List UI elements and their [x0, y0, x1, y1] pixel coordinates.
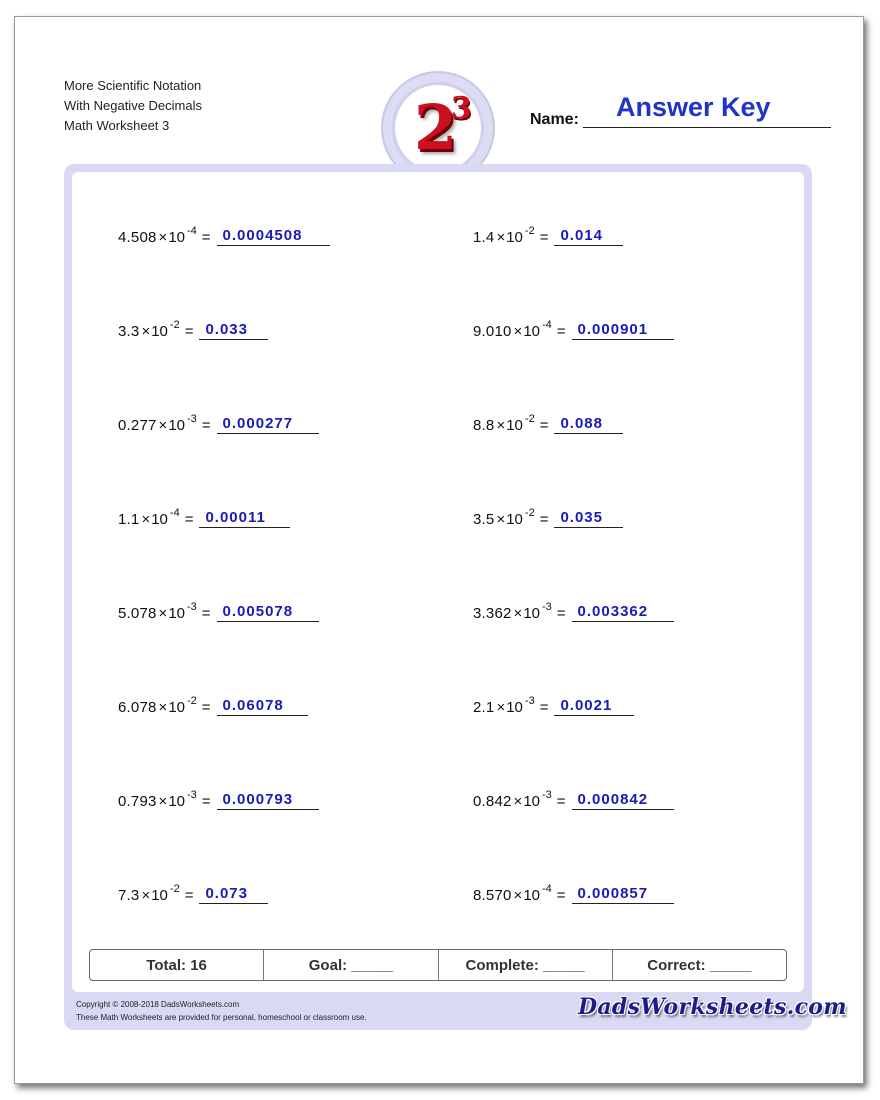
- logo-base: 2: [414, 91, 458, 164]
- problem-base: 10: [506, 699, 523, 716]
- problem-coefficient: 8.8: [473, 417, 495, 434]
- times-sign: ×: [141, 511, 151, 528]
- logo-badge: [392, 82, 484, 174]
- problem-item: [118, 880, 268, 904]
- equals-sign: =: [556, 887, 566, 904]
- problem-item: [473, 598, 674, 622]
- answer-value: 0.035: [554, 509, 623, 528]
- problem-base: 10: [506, 417, 523, 434]
- problem-coefficient: 1.4: [473, 229, 495, 246]
- title-line-1: More Scientific Notation: [64, 78, 202, 93]
- problem-coefficient: 8.570: [473, 887, 512, 904]
- answer-value: 0.000901: [572, 321, 674, 340]
- problem-item: [118, 504, 290, 528]
- problem-base: 10: [168, 793, 185, 810]
- times-sign: ×: [158, 793, 168, 810]
- answer-value: 0.014: [554, 227, 623, 246]
- problem-item: [118, 316, 268, 340]
- problem-exponent: -4: [542, 883, 552, 895]
- answer-value: 0.073: [199, 885, 268, 904]
- answer-value: 0.088: [554, 415, 623, 434]
- name-label: Name:: [530, 111, 579, 128]
- problem-base: 10: [151, 323, 168, 340]
- answer-value: 0.000857: [572, 885, 674, 904]
- answer-key-heading: Answer Key: [616, 92, 771, 122]
- problem-exponent: -3: [542, 789, 552, 801]
- problem-item: [473, 692, 634, 716]
- problem-base: 10: [523, 605, 540, 622]
- problem-coefficient: 5.078: [118, 605, 157, 622]
- problem-base: 10: [168, 605, 185, 622]
- equals-sign: =: [539, 417, 549, 434]
- times-sign: ×: [513, 887, 523, 904]
- problem-base: 10: [523, 323, 540, 340]
- equals-sign: =: [184, 323, 194, 340]
- problem-item: [473, 410, 623, 434]
- problem-exponent: -3: [542, 601, 552, 613]
- answer-value: 0.003362: [572, 603, 674, 622]
- problem-exponent: -2: [169, 883, 180, 895]
- score-bar: [89, 949, 787, 981]
- problem-item: [118, 598, 319, 622]
- answer-value: 0.0004508: [217, 227, 330, 246]
- problem-item: [473, 880, 674, 904]
- problem-base: 10: [506, 511, 523, 528]
- problem-coefficient: 7.3: [118, 887, 140, 904]
- problem-coefficient: 4.508: [118, 229, 157, 246]
- problem-coefficient: 3.362: [473, 605, 512, 622]
- equals-sign: =: [201, 793, 211, 810]
- times-sign: ×: [513, 793, 523, 810]
- problem-coefficient: 0.842: [473, 793, 512, 810]
- problem-exponent: -3: [187, 601, 197, 613]
- times-sign: ×: [513, 323, 523, 340]
- brand-logo: DadsWorksheets.com: [578, 994, 847, 1020]
- score-total: Total: 16: [90, 950, 264, 980]
- times-sign: ×: [158, 605, 168, 622]
- answer-value: 0.000793: [217, 791, 319, 810]
- times-sign: ×: [496, 417, 506, 434]
- problem-exponent: -2: [169, 319, 180, 331]
- problem-coefficient: 0.277: [118, 417, 157, 434]
- problem-exponent: -4: [169, 507, 180, 519]
- problem-coefficient: 3.5: [473, 511, 495, 528]
- problem-exponent: -2: [524, 413, 535, 425]
- problems-panel: [72, 172, 804, 992]
- title-line-3: Math Worksheet 3: [64, 118, 170, 133]
- equals-sign: =: [201, 699, 211, 716]
- problem-base: 10: [523, 887, 540, 904]
- problem-base: 10: [151, 887, 168, 904]
- answer-value: 0.0021: [554, 697, 634, 716]
- name-field-line: [583, 127, 831, 128]
- times-sign: ×: [496, 699, 506, 716]
- footer-text: [76, 998, 367, 1024]
- equals-sign: =: [539, 699, 549, 716]
- problem-exponent: -4: [187, 225, 197, 237]
- equals-sign: =: [539, 511, 549, 528]
- title-line-2: With Negative Decimals: [64, 98, 202, 113]
- problem-base: 10: [168, 417, 185, 434]
- equals-sign: =: [184, 511, 194, 528]
- answer-value: 0.000277: [217, 415, 319, 434]
- equals-sign: =: [201, 605, 211, 622]
- problem-exponent: -2: [524, 225, 535, 237]
- problem-exponent: -4: [542, 319, 552, 331]
- problem-item: [118, 692, 308, 716]
- score-correct: Correct: _____: [647, 956, 752, 974]
- problem-coefficient: 2.1: [473, 699, 495, 716]
- problem-coefficient: 0.793: [118, 793, 157, 810]
- times-sign: ×: [496, 229, 506, 246]
- worksheet-title: [64, 76, 202, 136]
- answer-value: 0.033: [199, 321, 268, 340]
- times-sign: ×: [141, 323, 151, 340]
- copyright-text: Copyright © 2008-2018 DadsWorksheets.com: [76, 1000, 240, 1009]
- problem-item: [473, 504, 623, 528]
- problem-item: [473, 786, 674, 810]
- problem-exponent: -3: [524, 695, 535, 707]
- logo-exponent: 3: [451, 91, 472, 126]
- problem-base: 10: [506, 229, 523, 246]
- problem-exponent: -2: [187, 695, 197, 707]
- problem-base: 10: [151, 511, 168, 528]
- usage-notice: These Math Worksheets are provided for personal, homeschool or classroom use.: [76, 1013, 367, 1022]
- problem-exponent: -3: [187, 789, 197, 801]
- problem-coefficient: 9.010: [473, 323, 512, 340]
- times-sign: ×: [158, 229, 168, 246]
- answer-value: 0.005078: [217, 603, 319, 622]
- problem-base: 10: [168, 229, 185, 246]
- times-sign: ×: [141, 887, 151, 904]
- equals-sign: =: [539, 229, 549, 246]
- problem-exponent: -2: [524, 507, 535, 519]
- problem-item: [118, 786, 319, 810]
- problem-base: 10: [523, 793, 540, 810]
- equals-sign: =: [201, 417, 211, 434]
- equals-sign: =: [201, 229, 211, 246]
- times-sign: ×: [513, 605, 523, 622]
- answer-value: 0.000842: [572, 791, 674, 810]
- problem-item: [473, 316, 674, 340]
- equals-sign: =: [556, 323, 566, 340]
- equals-sign: =: [184, 887, 194, 904]
- times-sign: ×: [496, 511, 506, 528]
- problem-coefficient: 1.1: [118, 511, 140, 528]
- problem-item: [118, 410, 319, 434]
- answer-value: 0.06078: [217, 697, 308, 716]
- score-complete: Complete: _____: [439, 950, 613, 980]
- equals-sign: =: [556, 605, 566, 622]
- problem-item: [118, 222, 330, 246]
- problem-coefficient: 6.078: [118, 699, 157, 716]
- problem-exponent: -3: [187, 413, 197, 425]
- problem-coefficient: 3.3: [118, 323, 140, 340]
- times-sign: ×: [158, 417, 168, 434]
- equals-sign: =: [556, 793, 566, 810]
- score-goal: Goal: _____: [264, 950, 438, 980]
- times-sign: ×: [158, 699, 168, 716]
- problem-item: [473, 222, 623, 246]
- answer-value: 0.00011: [199, 509, 290, 528]
- problem-base: 10: [168, 699, 185, 716]
